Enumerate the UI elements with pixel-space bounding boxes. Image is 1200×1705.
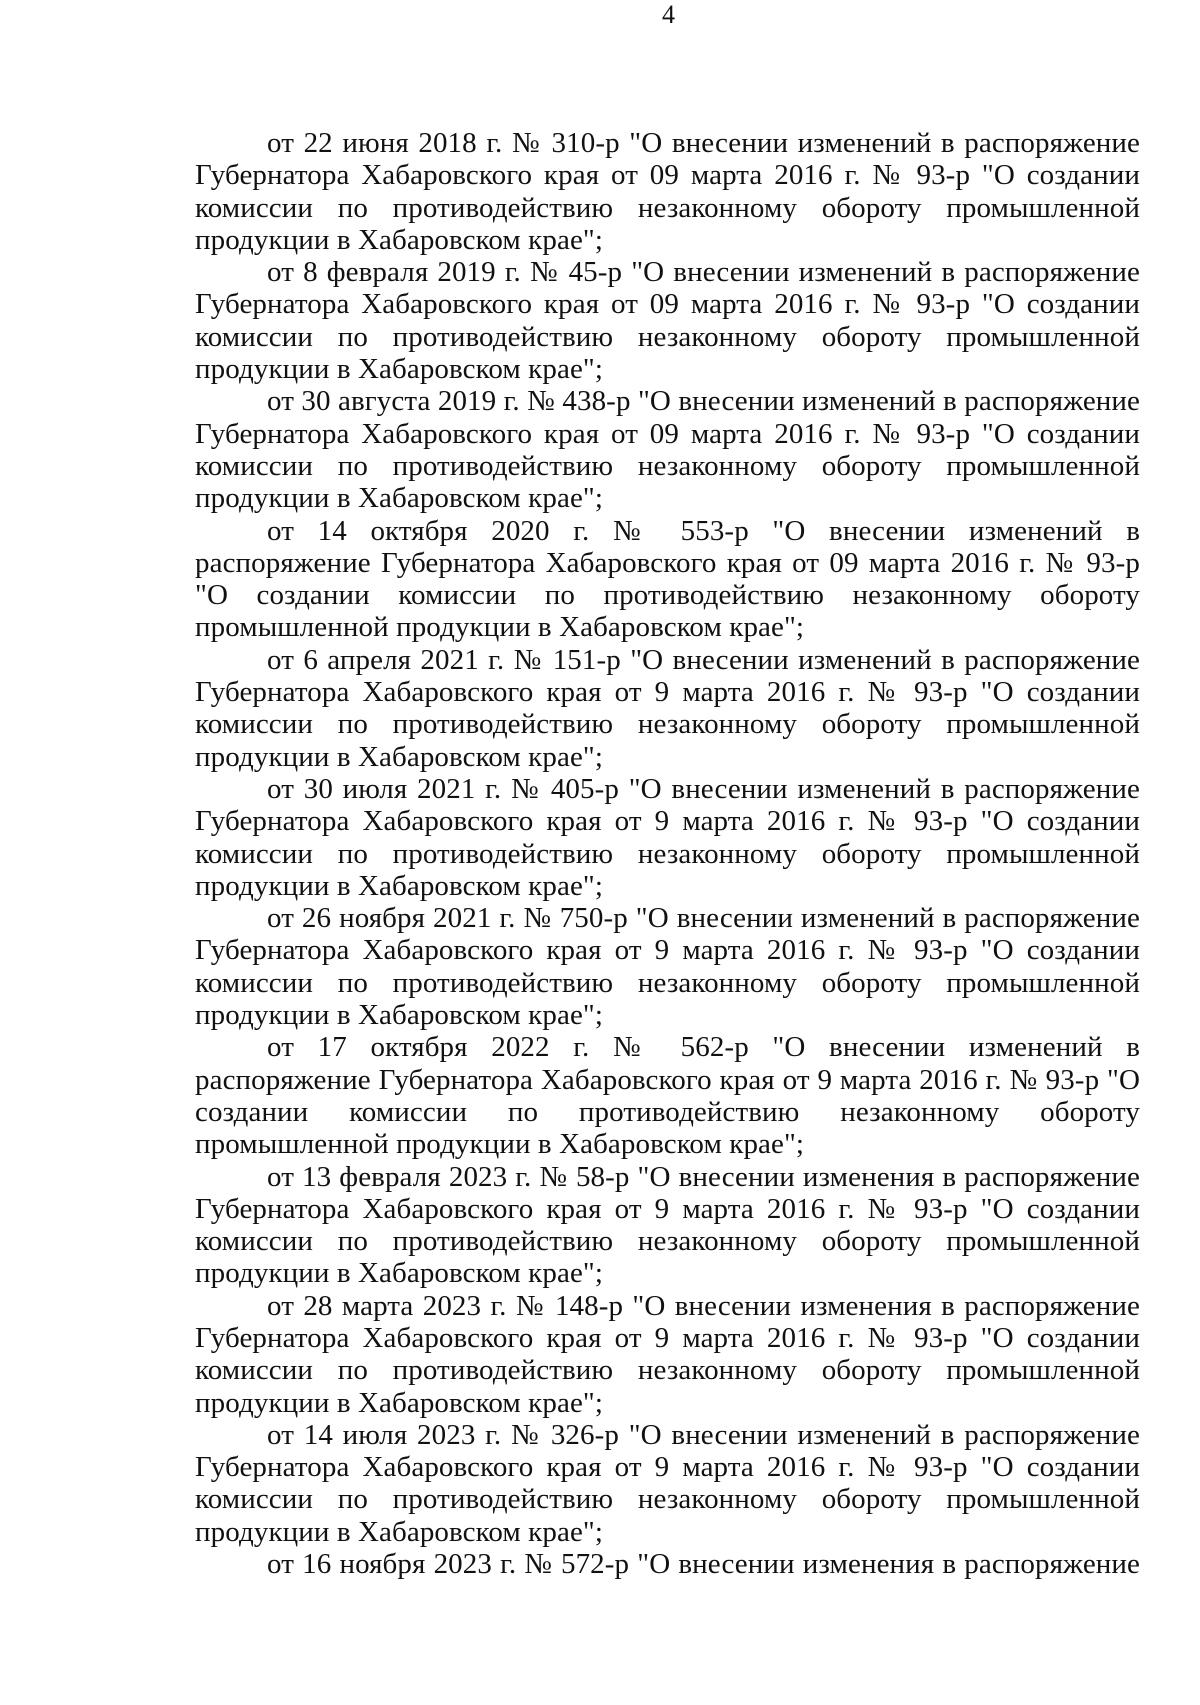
page-number: 4 [662, 0, 675, 29]
list-item: от 30 августа 2019 г. № 438-р "О внесении изменений в распоряжение Губернатора Хабаровского края от 09 марта 2016 г. № 93-р "О создании комиссии по противодействию незаконному обороту промышленной продукции в Хабаровском крае"; [195, 385, 1140, 515]
list-item: от 13 февраля 2023 г. № 58-р "О внесении изменения в распоряжение Губернатора Хабаровского края от 9 марта 2016 г. № 93-р "О создании комиссии по противодействию незаконному обороту промышленной продукции в Хабаровском крае"; [195, 1160, 1140, 1290]
list-item: от 14 октября 2020 г. № 553-р "О внесении изменений в распоряжение Губернатора Хабаровского края от 09 марта 2016 г. № 93-р "О создании комиссии по противодействию незаконному обороту промышленной продукции в Хабаровском крае"; [195, 514, 1140, 644]
list-item: от 17 октября 2022 г. № 562-р "О внесении изменений в распоряжение Губернатора Хабаровского края от 9 марта 2016 г. № 93-р "О создании комиссии по противодействию незаконному обороту промышленной продукции в Хабаровском крае"; [195, 1031, 1140, 1161]
list-item: от 30 июля 2021 г. № 405-р "О внесении изменений в распоряжение Губернатора Хабаровского края от 9 марта 2016 г. № 93-р "О создании комиссии по противодействию незаконному обороту промышленной продукции в Хабаровском крае"; [195, 772, 1140, 902]
list-item: от 16 ноября 2023 г. № 572-р "О внесении изменения в распоряжение [267, 1548, 1140, 1581]
list-item: от 8 февраля 2019 г. № 45-р "О внесении изменений в распоряжение Губернатора Хабаровского края от 09 марта 2016 г. № 93-р "О создании комиссии по противодействию незаконному обороту промышленной продукции в Хабаровском крае"; [195, 256, 1140, 386]
list-item: от 6 апреля 2021 г. № 151-р "О внесении изменений в распоряжение Губернатора Хабаровского края от 9 марта 2016 г. № 93-р "О создании комиссии по противодействию незаконному обороту промышленной продукции в Хабаровском крае"; [195, 643, 1140, 773]
list-item: от 14 июля 2023 г. № 326-р "О внесении изменений в распоряжение Губернатора Хабаровского края от 9 марта 2016 г. № 93-р "О создании комиссии по противодействию незаконному обороту промышленной продукции в Хабаровском крае"; [195, 1418, 1140, 1548]
list-item: от 22 июня 2018 г. № 310-р "О внесении изменений в распоряжение Губернатора Хабаровского края от 09 марта 2016 г. № 93-р "О создании комиссии по противодействию незаконному обороту промышленной продукции в Хабаровском крае"; [195, 127, 1140, 256]
document-body [195, 127, 1140, 1580]
list-item: от 28 марта 2023 г. № 148-р "О внесении изменения в распоряжение Губернатора Хабаровского края от 9 марта 2016 г. № 93-р "О создании комиссии по противодействию незаконному обороту промышленной продукции в Хабаровском крае"; [195, 1289, 1140, 1419]
list-item: от 26 ноября 2021 г. № 750-р "О внесении изменений в распоряжение Губернатора Хабаровского края от 9 марта 2016 г. № 93-р "О создании комиссии по противодействию незаконному обороту промышленной продукции в Хабаровском крае"; [195, 902, 1140, 1032]
